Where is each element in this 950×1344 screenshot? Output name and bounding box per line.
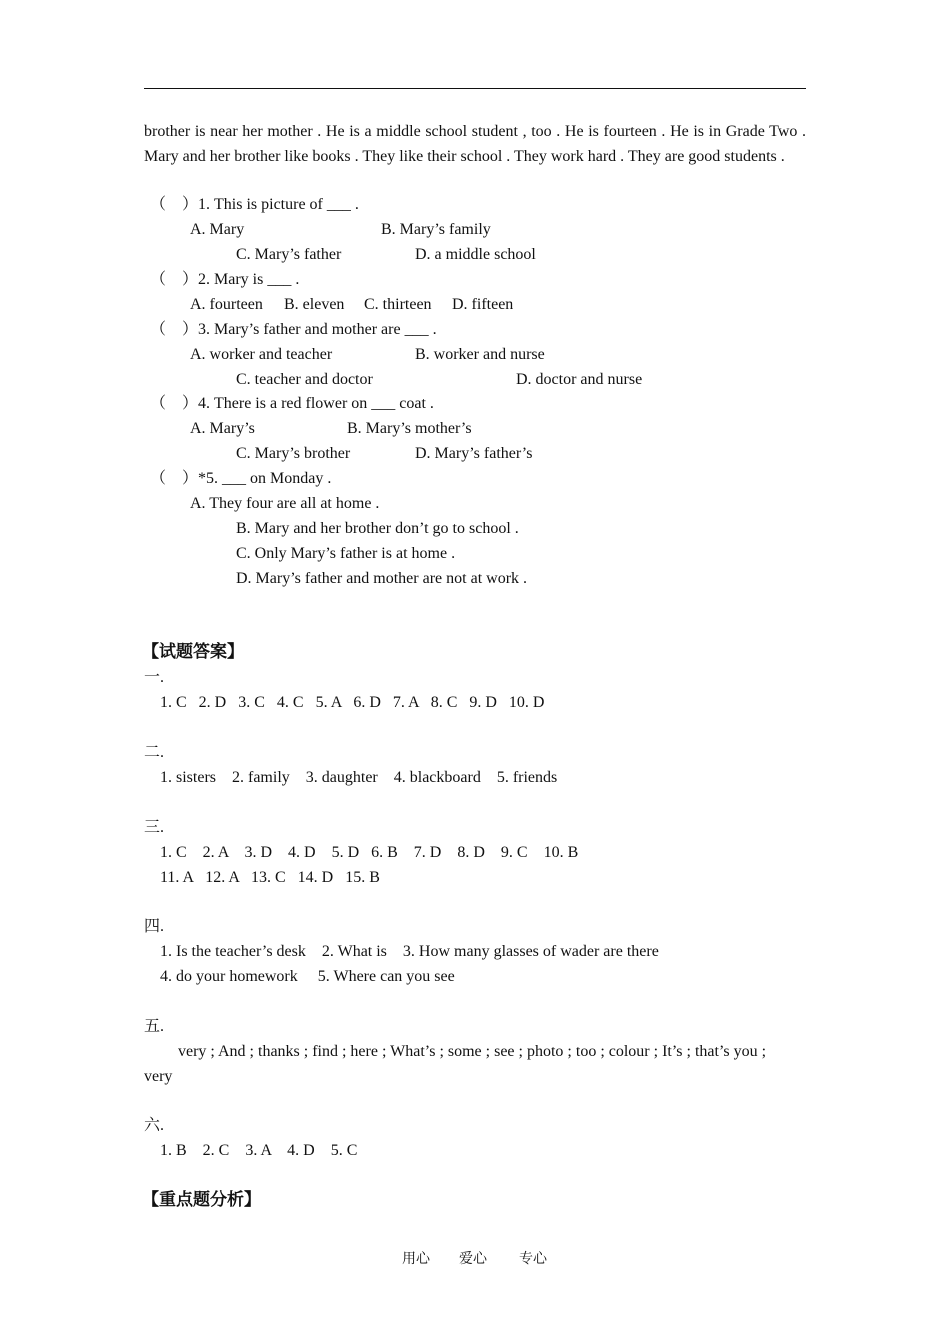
- section-1-label: 一.: [144, 669, 165, 686]
- question-5-option-c: C. Only Mary’s father is at home .: [236, 545, 456, 562]
- question-4-option-d: D. Mary’s father’s: [415, 445, 533, 462]
- question-1-option-b: B. Mary’s family: [381, 221, 491, 238]
- analysis-heading: 【重点题分析】: [142, 1190, 261, 1210]
- question-3-option-b: B. worker and nurse: [415, 346, 545, 363]
- question-2-option-b: B. eleven: [284, 296, 345, 313]
- section-6-answers: 1. B 2. C 3. A 4. D 5. C: [160, 1142, 358, 1159]
- question-3-option-c: C. teacher and doctor: [236, 371, 373, 388]
- reading-passage: brother is near her mother . He is a middle school student , too . He is fourteen . He is in Grade Two . Mary and her brother like books . They like their school . They work hard . They are good students .: [144, 123, 806, 165]
- question-4-option-a: A. Mary’s: [190, 420, 255, 437]
- question-5-option-d: D. Mary’s father and mother are not at work .: [236, 570, 528, 587]
- header-rule: [144, 88, 806, 89]
- question-2-option-d: D. fifteen: [452, 296, 514, 313]
- question-4-option-b: B. Mary’s mother’s: [347, 420, 472, 437]
- section-5-answers-line1: very ; And ; thanks ; find ; here ; What’s ; some ; see ; photo ; too ; colour ; It’s ; that’s you ;: [178, 1043, 767, 1060]
- section-2-answers: 1. sisters 2. family 3. daughter 4. blackboard 5. friends: [160, 769, 558, 786]
- question-5-option-a: A. They four are all at home .: [190, 495, 380, 512]
- question-2-option-c: C. thirteen: [364, 296, 432, 313]
- section-3-label: 三.: [144, 819, 165, 836]
- section-6-label: 六.: [144, 1117, 165, 1134]
- question-2-option-a: A. fourteen: [190, 296, 263, 313]
- section-5-label: 五.: [144, 1018, 165, 1035]
- section-4-answers-line2: 4. do your homework 5. Where can you see: [160, 968, 455, 985]
- question-1-option-d: D. a middle school: [415, 246, 536, 263]
- question-5-stem: （ ）*5. ___ on Monday .: [150, 470, 332, 487]
- section-2-label: 二.: [144, 744, 165, 761]
- answers-heading: 【试题答案】: [142, 642, 244, 662]
- section-4-label: 四.: [144, 918, 165, 935]
- section-3-answers-line2: 11. A 12. A 13. C 14. D 15. B: [160, 869, 380, 886]
- question-4-option-c: C. Mary’s brother: [236, 445, 351, 462]
- question-1-option-a: A. Mary: [190, 221, 245, 238]
- section-3-answers-line1: 1. C 2. A 3. D 4. D 5. D 6. B 7. D 8. D 9. C 10. B: [160, 844, 579, 861]
- question-3-option-a: A. worker and teacher: [190, 346, 333, 363]
- footer-text-1: 用心: [402, 1252, 430, 1267]
- footer-text-2: 爱心: [459, 1252, 487, 1267]
- section-5-answers-line2: very: [144, 1068, 173, 1085]
- section-4-answers-line1: 1. Is the teacher’s desk 2. What is 3. How many glasses of wader are there: [160, 943, 659, 960]
- question-5-option-b: B. Mary and her brother don’t go to school .: [236, 520, 519, 537]
- section-1-answers: 1. C 2. D 3. C 4. C 5. A 6. D 7. A 8. C 9. D 10. D: [160, 694, 545, 711]
- question-3-stem: （ ）3. Mary’s father and mother are ___ .: [150, 321, 437, 338]
- question-1-option-c: C. Mary’s father: [236, 246, 342, 263]
- question-4-stem: （ ）4. There is a red flower on ___ coat .: [150, 395, 434, 412]
- question-3-option-d: D. doctor and nurse: [516, 371, 643, 388]
- footer-text-3: 专心: [519, 1252, 547, 1267]
- question-1-stem: （ ）1. This is picture of ___ .: [150, 196, 359, 213]
- question-2-stem: （ ）2. Mary is ___ .: [150, 271, 300, 288]
